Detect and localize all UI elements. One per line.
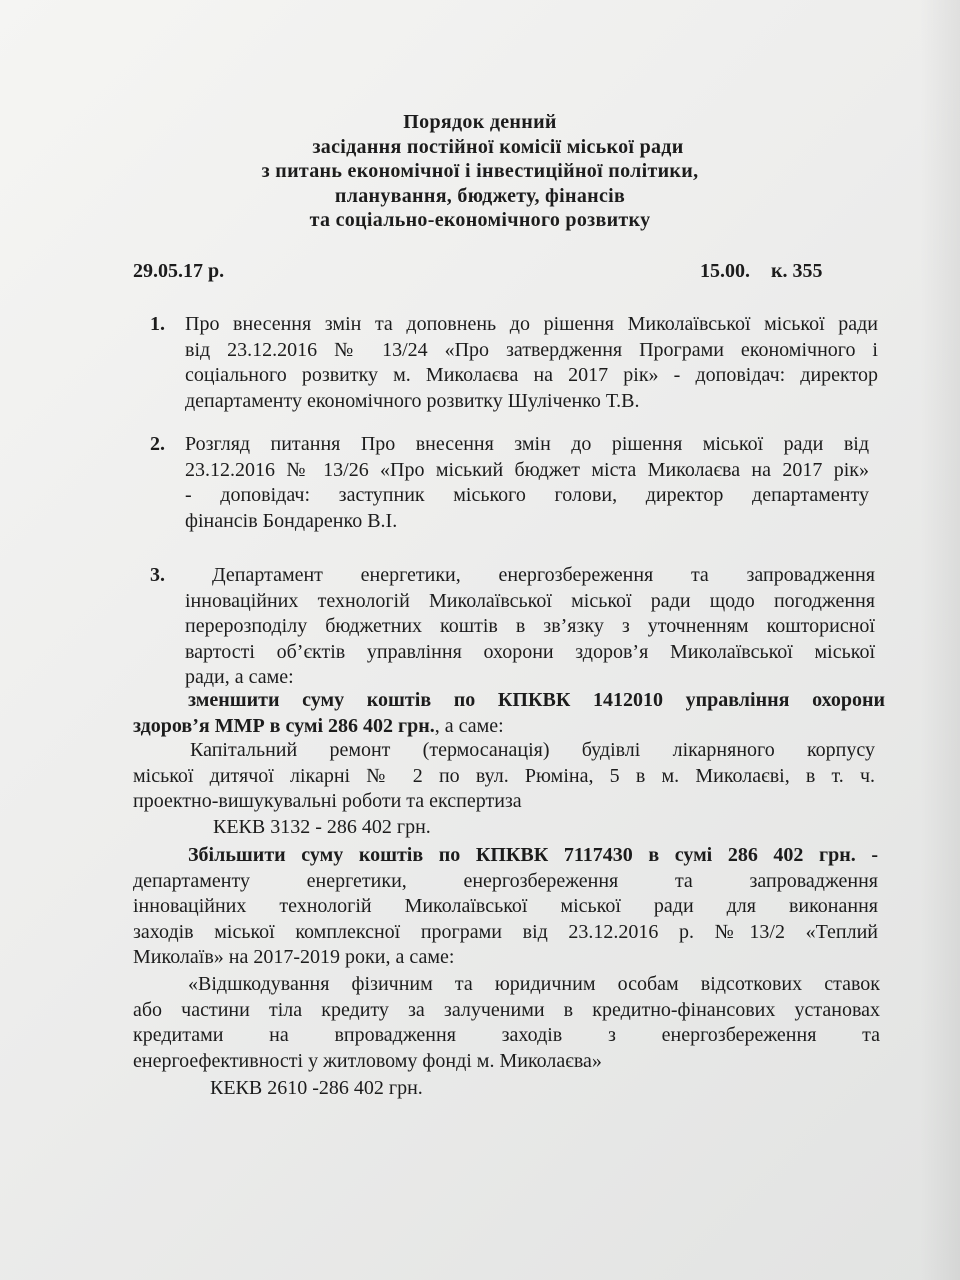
increase-kekv: КЕКВ 2610 -286 402 грн.: [210, 1077, 423, 1099]
title-line: планування, бюджету, фінансів: [334, 184, 626, 207]
item-line: Департамент енергетики, енергозбереження та запровадження: [212, 564, 875, 586]
title-line: та соціально-економічного розвитку: [309, 209, 651, 231]
item-line: ради, а саме:: [185, 666, 294, 688]
reduce-heading-bold: зменшити суму коштів по КПКВК 1412010 управління охорони: [188, 689, 885, 711]
increase-heading-bold: Збільшити суму коштів по КПКВК 7117430 в сумі 286 402 грн. -: [188, 844, 878, 866]
reduce-object: [133, 738, 875, 815]
item-line: вартості об’єктів управління охорони здоров’я Миколаївської міської: [185, 640, 875, 663]
increase-line: департаменту енергетики, енергозбереження та запровадження: [133, 869, 878, 892]
object-line: міської дитячої лікарні № 2 по вул. Рюміна, 5 в м. Миколаєві, в т. ч.: [133, 764, 875, 787]
meeting-room: к. 355: [771, 260, 823, 282]
title-line: засідання постійної комісії міської ради: [312, 135, 684, 158]
item-line: від 23.12.2016 № 13/24 «Про затвердження Програми економічного і: [185, 338, 878, 361]
item-number: 3.: [150, 564, 165, 586]
reduce-heading-2: [133, 714, 885, 740]
item-line: інноваційних технологій Миколаївської міської ради щодо погодження: [185, 589, 875, 612]
reduce-heading: [133, 688, 885, 714]
item-number: 2.: [150, 433, 165, 455]
meeting-time: 15.00.: [700, 260, 750, 282]
reduce-kekv: КЕКВ 3132 - 286 402 грн.: [213, 816, 431, 838]
title-line: Порядок денний: [403, 111, 557, 133]
item-line: Розгляд питання Про внесення змін до рішення міської ради від: [185, 433, 869, 455]
increase-block: [133, 843, 878, 971]
item-line: - доповідач: заступник міського голови, директор департаменту: [185, 484, 869, 506]
document-title: [0, 110, 960, 233]
agenda-item-2: [185, 432, 869, 534]
item-line: 23.12.2016 № 13/26 «Про міський бюджет міста Миколаєва на 2017 рік»: [185, 458, 869, 481]
quote-line: «Відшкодування фізичним та юридичним особам відсоткових ставок: [188, 973, 880, 995]
increase-line: заходів міської комплексної програми від 23.12.2016 р. №13/2 «Теплий: [133, 920, 878, 943]
increase-line: Миколаїв» на 2017-2019 роки, а саме:: [133, 946, 455, 968]
object-line: Капітальний ремонт (термосанація) будівлі лікарняного корпусу: [190, 739, 875, 761]
item-line: департаменту економічного розвитку Шуліченко Т.В.: [185, 389, 640, 412]
item-line: фінансів Бондаренко В.І.: [185, 509, 398, 532]
meeting-date: 29.05.17 р.: [133, 260, 225, 282]
item-line: Про внесення змін та доповнень до рішення Миколаївської міської ради: [185, 313, 878, 335]
agenda-item-3: [185, 563, 875, 691]
item-line: соціального розвитку м. Миколаєва на 2017 рік» - доповідач: директор: [185, 364, 878, 386]
quote-line: кредитами на впровадження заходів з енергозбереження та: [133, 1024, 880, 1046]
object-line: проектно-вишукувальні роботи та експертиза: [133, 790, 522, 812]
quote-line: або частини тіла кредиту за залученими в кредитно-фінансових установах: [133, 998, 880, 1021]
increase-heading: [133, 843, 878, 869]
quote-line: енергоефективності у житловому фонді м. Миколаєва»: [133, 1049, 602, 1072]
increase-line: інноваційних технологій Миколаївської міської ради для виконання: [133, 895, 878, 917]
reduce-suffix: , а саме:: [434, 714, 504, 737]
reduce-amount-bold: здоров’я ММР в сумі 286 402 грн.: [133, 714, 435, 737]
agenda-item-1: [185, 312, 878, 414]
item-number: 1.: [150, 313, 165, 335]
item-line: перерозподілу бюджетних коштів в зв’язку з уточненням кошторисної: [185, 615, 875, 637]
program-quote: [133, 972, 880, 1074]
reduce-block: [133, 688, 885, 739]
title-line: з питань економічної і інвестиційної політики,: [261, 160, 699, 182]
